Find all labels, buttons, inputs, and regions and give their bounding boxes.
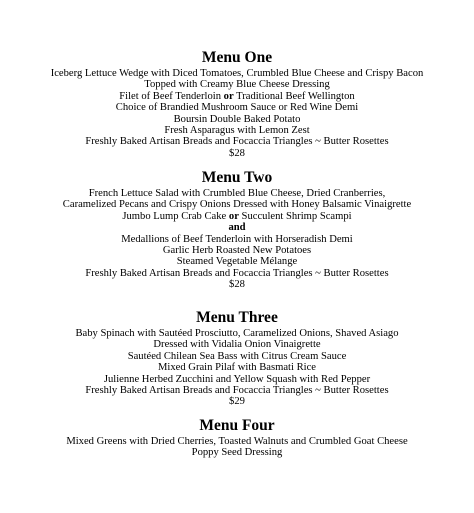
menu-price: $28 (229, 279, 245, 291)
menu-line: Choice of Brandied Mushroom Sauce or Red Wine Demi (115, 102, 359, 114)
entree-option-b: Traditional Beef Wellington (233, 90, 355, 102)
menu-title: Menu Two (201, 169, 273, 186)
menu-line: Julienne Herbed Zucchini and Yellow Squash with Red Pepper (103, 373, 371, 385)
menu-price: $28 (229, 147, 245, 159)
menu-four-section (0, 418, 474, 459)
menu-line: Dressed with Vidalia Onion Vinaigrette (153, 339, 321, 351)
menu-one-section (0, 50, 474, 159)
entree-option-a: Filet of Beef Tenderloin (119, 90, 224, 102)
menu-line: Garlic Herb Roasted New Potatoes (162, 245, 312, 257)
entree-option-a: Jumbo Lump Crab Cake (122, 210, 229, 222)
menu-price: $29 (229, 396, 245, 408)
or-label: or (223, 90, 234, 102)
menu-line: Sautéed Chilean Sea Bass with Citrus Cream Sauce (127, 350, 347, 362)
menu-two-section (0, 170, 474, 291)
menu-line: Freshly Baked Artisan Breads and Focaccia Triangles ~ Butter Rosettes (85, 385, 389, 397)
menu-line: Freshly Baked Artisan Breads and Focaccia Triangles ~ Butter Rosettes (85, 136, 389, 148)
entree-option-b: Succulent Shrimp Scampi (238, 210, 352, 222)
menu-entree-choice (0, 91, 474, 102)
menu-line: Boursin Double Baked Potato (173, 113, 301, 125)
menu-line: Steamed Vegetable Mélange (176, 256, 298, 268)
menu-line: Freshly Baked Artisan Breads and Focaccia Triangles ~ Butter Rosettes (85, 267, 389, 279)
menu-line: Caramelized Pecans and Crispy Onions Dressed with Honey Balsamic Vinaigrette (62, 199, 412, 211)
menu-line: Fresh Asparagus with Lemon Zest (164, 125, 310, 137)
menu-line: Iceberg Lettuce Wedge with Diced Tomatoes, Crumbled Blue Cheese and Crispy Bacon (50, 68, 424, 79)
menu-title: Menu One (201, 49, 273, 66)
menu-line: French Lettuce Salad with Crumbled Blue Cheese, Dried Cranberries, (88, 188, 386, 199)
menu-three-section (0, 310, 474, 408)
or-label: or (228, 210, 239, 222)
menu-line: Mixed Greens with Dried Cherries, Toasted Walnuts and Crumbled Goat Cheese (66, 436, 408, 447)
menu-title: Menu Three (196, 309, 278, 326)
menu-line: Medallions of Beef Tenderloin with Horseradish Demi (121, 233, 353, 245)
menu-title: Menu Four (199, 417, 275, 434)
menu-line: Baby Spinach with Sautéed Prosciutto, Caramelized Onions, Shaved Asiago (75, 328, 399, 339)
menu-line: Poppy Seed Dressing (191, 447, 283, 459)
menu-line: Topped with Creamy Blue Cheese Dressing (144, 79, 330, 91)
menu-entree-choice (0, 211, 474, 222)
and-label: and (228, 222, 246, 234)
menu-line: Mixed Grain Pilaf with Basmati Rice (158, 362, 316, 374)
